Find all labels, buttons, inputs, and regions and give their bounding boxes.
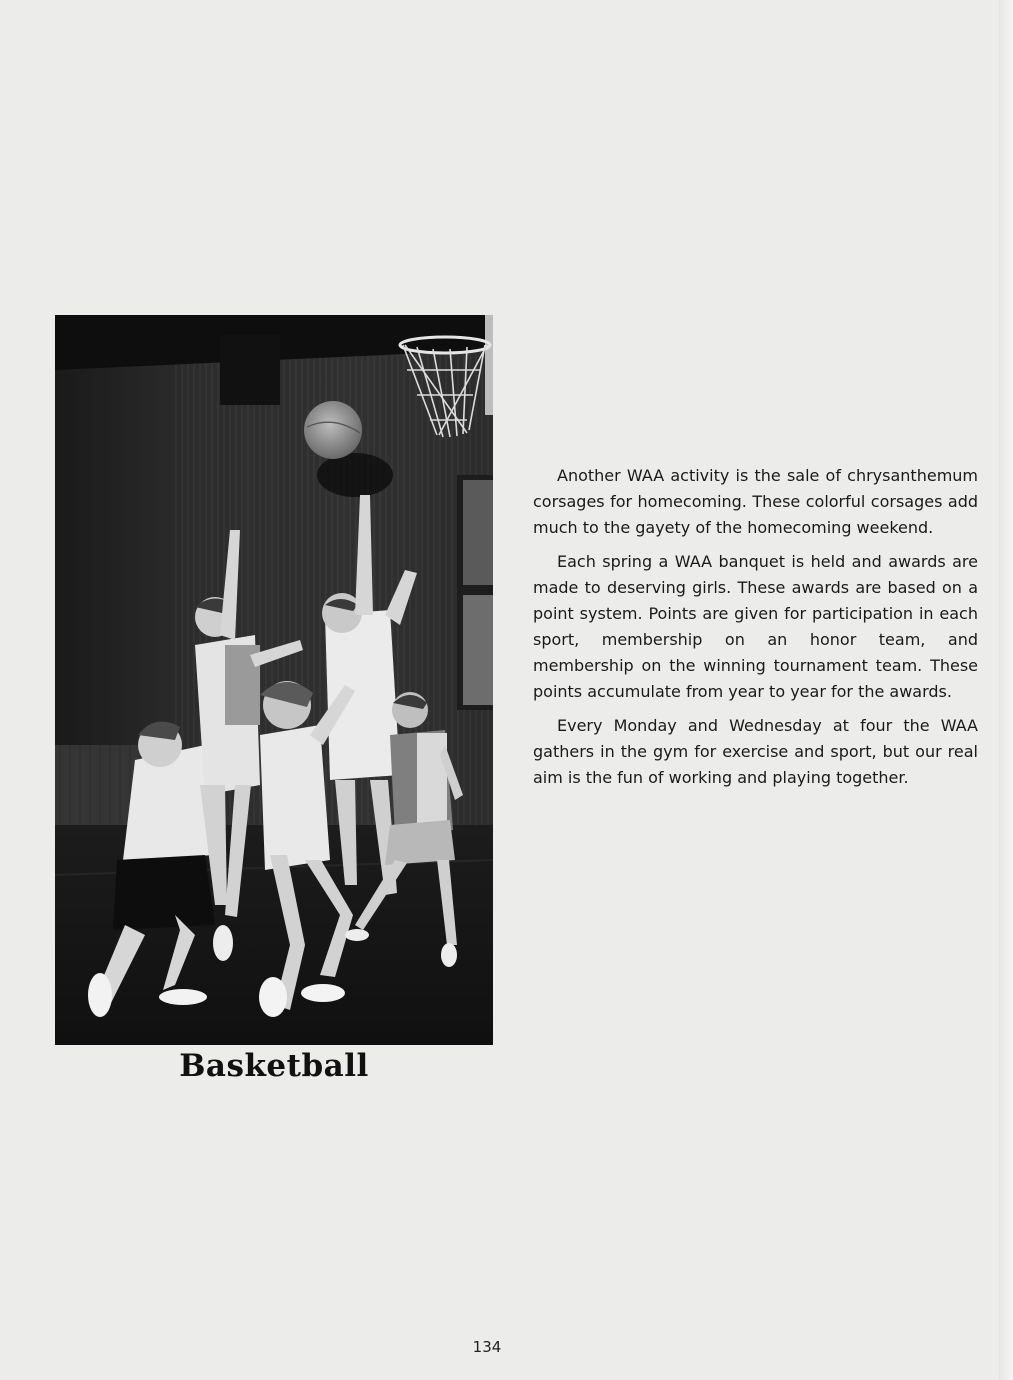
paragraph-meetings: Every Monday and Wednesday at four the WAA gathers in the gym for exercise and sport, but our real aim is the fun of working and playing together. [533,716,978,787]
basketball-photo [55,315,493,1045]
photo-caption: Basketball [179,1048,369,1084]
page-number: 134 [472,1338,502,1356]
body-text [533,463,978,799]
paragraph-corsages: Another WAA activity is the sale of chrysanthemum corsages for homecoming. These colorful corsages add much to the gayety of the homecoming weekend. [533,466,978,537]
paragraph-banquet: Each spring a WAA banquet is held and awards are made to deserving girls. These awards are based on a point system. Points are given for participation in each sport, membership on an honor team, and membership on the winning tournament team. These points accumulate from year to year for the awards. [533,552,978,701]
page-edge [999,0,1013,1380]
